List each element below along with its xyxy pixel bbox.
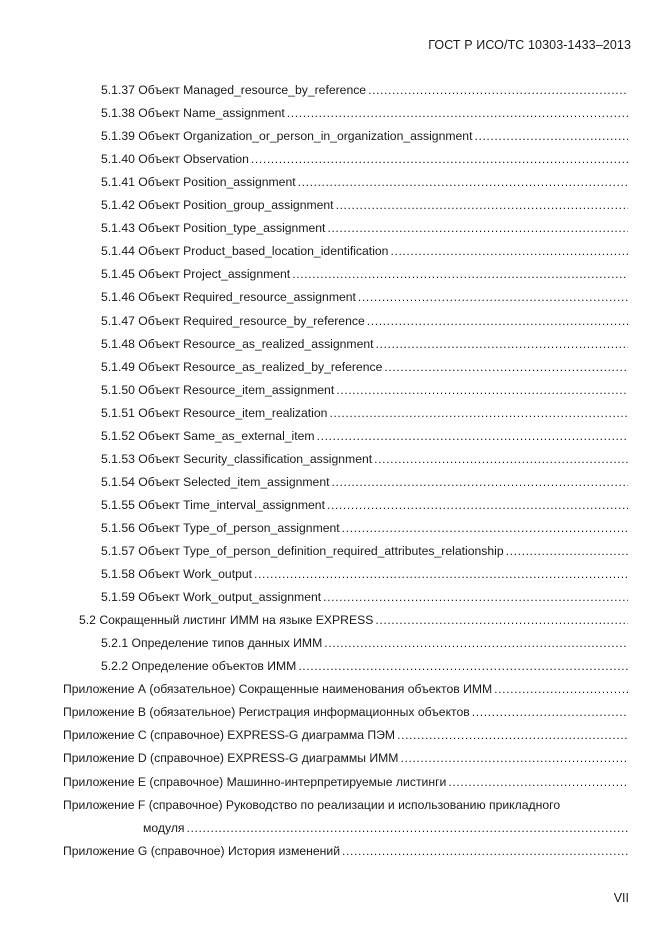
toc-leader-dots bbox=[342, 843, 628, 859]
toc-entry-title: 5.1.59 Объект Work_output_assignment bbox=[101, 590, 322, 605]
toc-entry-title: 5.1.43 Объект Position_type_assignment bbox=[101, 221, 326, 236]
toc-entry-title: Приложение А (обязательное) Сокращенные наименования объектов ИММ bbox=[63, 682, 493, 697]
toc-entry-title: 5.1.51 Объект Resource_item_realization bbox=[101, 405, 328, 420]
toc-entry[interactable] bbox=[63, 704, 628, 720]
toc-leader-dots bbox=[298, 658, 628, 674]
toc-leader-dots bbox=[327, 220, 628, 236]
toc-leader-dots bbox=[367, 313, 628, 329]
toc-entry-title: 5.1.54 Объект Selected_item_assignment bbox=[101, 474, 330, 489]
toc-leader-dots bbox=[506, 543, 628, 559]
toc-entry[interactable] bbox=[63, 797, 628, 813]
toc-entry-title: 5.1.41 Объект Position_assignment bbox=[101, 175, 296, 190]
toc-entry[interactable] bbox=[101, 336, 628, 352]
toc-entry[interactable] bbox=[63, 750, 628, 766]
toc-leader-dots bbox=[287, 105, 628, 121]
toc-entry[interactable] bbox=[101, 543, 628, 559]
toc-leader-dots bbox=[474, 128, 628, 144]
toc-entry-title: Приложение С (справочное) EXPRESS-G диаграмма ПЭМ bbox=[63, 728, 396, 743]
toc-entry-title: 5.1.38 Объект Name_assignment bbox=[101, 106, 285, 121]
toc-entry-title: 5.1.57 Объект Type_of_person_definition_required_attributes_relationship bbox=[101, 544, 504, 558]
toc-leader-dots bbox=[336, 197, 628, 213]
toc-entry-title: Приложение F (справочное) Руководство по реализации и использованию прикладного bbox=[63, 797, 561, 812]
toc-leader-dots bbox=[336, 382, 628, 398]
toc-entry[interactable] bbox=[101, 497, 628, 513]
toc-leader-dots bbox=[376, 336, 628, 352]
toc-entry[interactable] bbox=[101, 428, 628, 444]
toc-entry[interactable] bbox=[101, 105, 628, 121]
toc-entry-title: 5.1.37 Объект Managed_resource_by_reference bbox=[101, 83, 367, 97]
page-number: VII bbox=[613, 891, 629, 905]
toc-entry[interactable] bbox=[63, 727, 628, 743]
toc-entry[interactable] bbox=[101, 635, 628, 651]
toc-leader-dots bbox=[298, 174, 628, 190]
toc-leader-dots bbox=[187, 820, 628, 836]
toc-entry[interactable] bbox=[63, 774, 628, 790]
toc-entry[interactable] bbox=[101, 289, 628, 305]
toc-entry[interactable] bbox=[101, 82, 628, 98]
toc-entry-title: 5.1.52 Объект Same_as_external_item bbox=[101, 428, 315, 443]
toc-entry[interactable] bbox=[101, 313, 628, 329]
toc-entry[interactable] bbox=[101, 589, 628, 605]
toc-entry[interactable] bbox=[63, 681, 628, 697]
toc-leader-dots bbox=[494, 681, 628, 697]
toc-entry-title: 5.1.56 Объект Type_of_person_assignment bbox=[101, 520, 340, 535]
toc-entry-title: 5.1.53 Объект Security_classification_assignment bbox=[101, 451, 373, 466]
toc-entry-title: Приложение Е (справочное) Машинно-интерпретируемые листинги bbox=[63, 774, 447, 789]
toc-entry[interactable] bbox=[101, 197, 628, 213]
toc-leader-dots bbox=[317, 428, 628, 444]
toc-entry-title: 5.1.55 Объект Time_interval_assignment bbox=[101, 497, 325, 512]
toc-entry[interactable] bbox=[143, 820, 628, 836]
toc-entry-title: 5.1.40 Объект Observation bbox=[101, 152, 249, 167]
toc-leader-dots bbox=[374, 451, 628, 467]
toc-leader-dots bbox=[375, 612, 628, 628]
toc-entry[interactable] bbox=[101, 174, 628, 190]
toc-entry-title: 5.1.39 Объект Organization_or_person_in_organization_assignment bbox=[101, 129, 473, 144]
toc-leader-dots bbox=[329, 405, 628, 421]
toc-leader-dots bbox=[384, 359, 628, 375]
toc-entry[interactable] bbox=[101, 520, 628, 536]
toc-leader-dots bbox=[390, 243, 628, 259]
toc-entry-title: 5.1.58 Объект Work_output bbox=[101, 567, 253, 582]
toc-leader-dots bbox=[324, 635, 628, 651]
toc-entry-title: 5.1.46 Объект Required_resource_assignment bbox=[101, 290, 356, 305]
toc-entry-title: Приложение В (обязательное) Регистрация информационных объектов bbox=[63, 705, 470, 720]
toc-leader-dots bbox=[323, 589, 628, 605]
toc-leader-dots bbox=[342, 520, 628, 536]
toc-leader-dots bbox=[472, 704, 628, 720]
toc-leader-dots bbox=[368, 82, 628, 98]
toc-entry-title: 5.2.1 Определение типов данных ИММ bbox=[101, 636, 323, 651]
toc-entry[interactable] bbox=[79, 612, 628, 628]
toc-leader-dots bbox=[397, 727, 628, 743]
toc-entry-title: 5.1.48 Объект Resource_as_realized_assignment bbox=[101, 336, 374, 351]
toc-entry[interactable] bbox=[101, 474, 628, 490]
toc-entry-title: модуля bbox=[143, 820, 185, 835]
toc-entry[interactable] bbox=[101, 658, 628, 674]
toc-entry[interactable] bbox=[63, 843, 628, 859]
toc-entry-title: 5.1.49 Объект Resource_as_realized_by_reference bbox=[101, 359, 383, 374]
toc-entry-title: Приложение D (справочное) EXPRESS-G диаграммы ИММ bbox=[63, 751, 399, 766]
toc-entry[interactable] bbox=[101, 220, 628, 236]
toc-entry[interactable] bbox=[101, 243, 628, 259]
toc-entry-title: 5.1.42 Объект Position_group_assignment bbox=[101, 198, 334, 213]
toc-leader-dots bbox=[400, 750, 628, 766]
toc-entry[interactable] bbox=[101, 451, 628, 467]
toc-entry-title: 5.1.50 Объект Resource_item_assignment bbox=[101, 382, 335, 397]
document-header: ГОСТ Р ИСО/ТС 10303-1433–2013 bbox=[428, 38, 631, 52]
toc-leader-dots bbox=[358, 289, 628, 305]
toc-leader-dots bbox=[292, 266, 628, 282]
toc-entry[interactable] bbox=[101, 128, 628, 144]
toc-leader-dots bbox=[251, 151, 628, 167]
toc-entry-title: 5.2 Сокращенный листинг ИММ на языке EXPRESS bbox=[79, 613, 374, 628]
toc-leader-dots bbox=[448, 774, 628, 790]
toc-entry-title: 5.1.47 Объект Required_resource_by_reference bbox=[101, 313, 365, 328]
toc-entry[interactable] bbox=[101, 566, 628, 582]
toc-entry[interactable] bbox=[101, 405, 628, 421]
toc-leader-dots bbox=[332, 474, 629, 490]
toc-entry-title: 5.2.2 Определение объектов ИММ bbox=[101, 659, 297, 674]
toc-entry-title: 5.1.45 Объект Project_assignment bbox=[101, 267, 291, 282]
toc-leader-dots bbox=[254, 566, 628, 582]
toc-entry[interactable] bbox=[101, 266, 628, 282]
toc-entry-title: Приложение G (справочное) История изменений bbox=[63, 843, 341, 858]
toc-entry[interactable] bbox=[101, 151, 628, 167]
toc-entry-title: 5.1.44 Объект Product_based_location_identification bbox=[101, 244, 389, 259]
toc-leader-dots bbox=[327, 497, 628, 513]
toc-entry[interactable] bbox=[101, 382, 628, 398]
toc-entry[interactable] bbox=[101, 359, 628, 375]
